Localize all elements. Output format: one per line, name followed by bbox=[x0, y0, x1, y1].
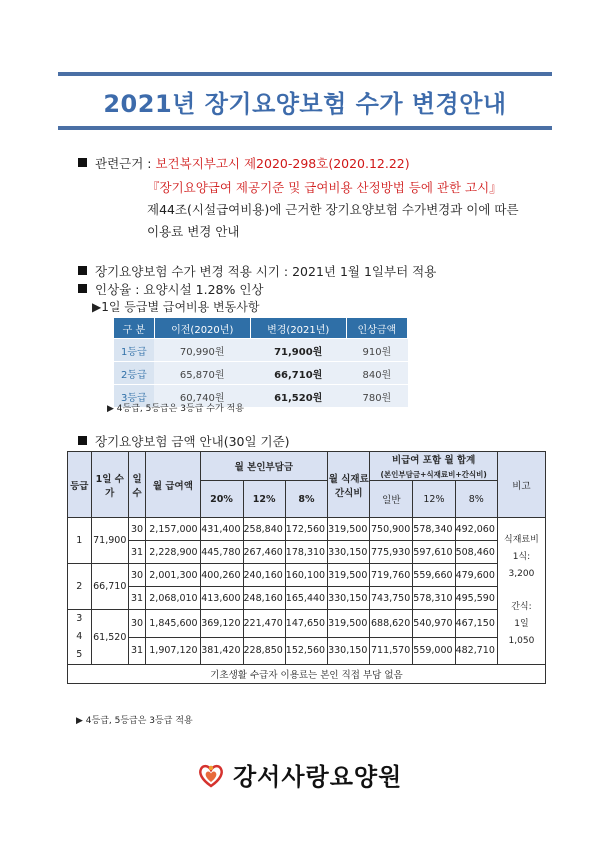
table-row bbox=[68, 541, 546, 564]
grade-cell: 2 bbox=[68, 564, 92, 610]
daily-cell: 71,900 bbox=[91, 518, 128, 564]
basis-label: 관련근거 bbox=[95, 156, 144, 171]
increase-section bbox=[78, 280, 264, 298]
days-cell: 30 bbox=[128, 564, 145, 587]
table-row bbox=[68, 518, 546, 541]
value-cell: 2,068,010 bbox=[146, 587, 200, 610]
grade-change-heading: ▶1일 등급별 급여비용 변동사항 bbox=[92, 300, 260, 314]
grade-cell: 1등급 bbox=[114, 339, 155, 362]
noncovered-sub: (본인부담금+식재료비+간식비) bbox=[380, 470, 487, 479]
value-cell: 369,120 bbox=[200, 610, 243, 638]
amount-heading: 장기요양보험 금액 안내(30일 기준) bbox=[95, 434, 290, 449]
prev-cell: 60,740원 bbox=[154, 385, 250, 408]
header-cell: 20% bbox=[200, 481, 243, 518]
notice-title: 『장기요양급여 제공기준 및 급여비용 산정방법 등에 관한 고시』 bbox=[147, 180, 502, 195]
page-title: 2021년 장기요양보험 수가 변경안내 bbox=[103, 89, 507, 118]
table-row bbox=[68, 587, 546, 610]
remark-snack-daily: 1일 bbox=[514, 619, 529, 629]
org-logo bbox=[197, 757, 402, 792]
table-row bbox=[68, 610, 546, 638]
remark-snack-label: 간식: bbox=[511, 602, 532, 612]
value-cell: 719,760 bbox=[370, 564, 413, 587]
value-cell: 2,157,000 bbox=[146, 518, 200, 541]
header-days: 일 수 bbox=[128, 452, 145, 518]
new-cell: 66,710원 bbox=[250, 362, 346, 385]
value-cell: 258,840 bbox=[243, 518, 285, 541]
header-cell: 변경(2021년) bbox=[250, 318, 346, 339]
value-cell: 688,620 bbox=[370, 610, 413, 638]
table-footer-row bbox=[68, 665, 546, 684]
value-cell: 240,160 bbox=[243, 564, 285, 587]
bullet-square-icon bbox=[78, 266, 87, 275]
value-cell: 147,650 bbox=[285, 610, 327, 638]
bullet-square-icon bbox=[78, 158, 87, 167]
grade-cell: 3 4 5 bbox=[68, 610, 92, 665]
value-cell: 330,150 bbox=[328, 587, 370, 610]
basis-ref: 보건복지부고시 제2020-298호(2020.12.22) bbox=[155, 156, 410, 171]
effective-section bbox=[78, 262, 436, 280]
value-cell: 160,100 bbox=[285, 564, 327, 587]
value-cell: 2,228,900 bbox=[146, 541, 200, 564]
value-cell: 413,600 bbox=[200, 587, 243, 610]
value-cell: 152,560 bbox=[285, 637, 327, 665]
remark-snack-amount: 1,050 bbox=[508, 636, 535, 646]
header-remark: 비고 bbox=[497, 452, 545, 518]
value-cell: 559,000 bbox=[413, 637, 455, 665]
table-row bbox=[114, 362, 408, 385]
header-cell: 12% bbox=[243, 481, 285, 518]
org-name: 강서사랑요양원 bbox=[233, 763, 403, 791]
value-cell: 479,600 bbox=[455, 564, 497, 587]
value-cell: 319,500 bbox=[328, 518, 370, 541]
value-cell: 330,150 bbox=[328, 541, 370, 564]
value-cell: 330,150 bbox=[328, 637, 370, 665]
amount-section bbox=[78, 432, 290, 450]
grade-cell: 2등급 bbox=[114, 362, 155, 385]
amount-table bbox=[67, 451, 546, 684]
remark-meal-daily: 1식: bbox=[512, 552, 531, 562]
table-header-row bbox=[68, 452, 546, 481]
grade-cell: 3등급 bbox=[114, 385, 155, 408]
remark-cell bbox=[497, 518, 545, 665]
header-copay: 월 본인부담금 bbox=[200, 452, 327, 481]
days-cell: 30 bbox=[128, 610, 145, 638]
header-cell: 일반 bbox=[370, 481, 413, 518]
value-cell: 319,500 bbox=[328, 564, 370, 587]
header-cell: 12% bbox=[413, 481, 455, 518]
value-cell: 540,970 bbox=[413, 610, 455, 638]
value-cell: 578,310 bbox=[413, 587, 455, 610]
header-cell: 인상금액 bbox=[346, 318, 407, 339]
value-cell: 248,160 bbox=[243, 587, 285, 610]
grade-change-note: ▶ 4등급, 5등급은 3등급 수가 적용 bbox=[107, 404, 244, 414]
value-cell: 578,340 bbox=[413, 518, 455, 541]
noncovered-title: 비급여 포함 월 합계 bbox=[391, 455, 476, 466]
heart-care-icon bbox=[197, 761, 225, 789]
table-header-row bbox=[114, 318, 408, 339]
value-cell: 492,060 bbox=[455, 518, 497, 541]
header-cell: 구 분 bbox=[114, 318, 155, 339]
value-cell: 381,420 bbox=[200, 637, 243, 665]
value-cell: 482,710 bbox=[455, 637, 497, 665]
basis-desc-2: 이용료 변경 안내 bbox=[147, 224, 240, 239]
diff-cell: 910원 bbox=[346, 339, 407, 362]
value-cell: 431,400 bbox=[200, 518, 243, 541]
value-cell: 559,660 bbox=[413, 564, 455, 587]
value-cell: 1,845,600 bbox=[146, 610, 200, 638]
prev-cell: 70,990원 bbox=[154, 339, 250, 362]
header-cell: 이전(2020년) bbox=[154, 318, 250, 339]
value-cell: 172,560 bbox=[285, 518, 327, 541]
table-row bbox=[114, 339, 408, 362]
days-cell: 30 bbox=[128, 518, 145, 541]
header-daily: 1일 수가 bbox=[91, 452, 128, 518]
daily-cell: 66,710 bbox=[91, 564, 128, 610]
new-cell: 71,900원 bbox=[250, 339, 346, 362]
value-cell: 597,610 bbox=[413, 541, 455, 564]
value-cell: 750,900 bbox=[370, 518, 413, 541]
increase-text: 인상율 : 요양시설 1.28% 인상 bbox=[95, 282, 264, 297]
header-cell: 8% bbox=[455, 481, 497, 518]
daily-cell: 61,520 bbox=[91, 610, 128, 665]
header-noncovered bbox=[370, 452, 497, 481]
value-cell: 165,440 bbox=[285, 587, 327, 610]
value-cell: 495,590 bbox=[455, 587, 497, 610]
bullet-square-icon bbox=[78, 284, 87, 293]
days-cell: 31 bbox=[128, 541, 145, 564]
title-banner bbox=[58, 72, 552, 130]
header-grade: 등급 bbox=[68, 452, 92, 518]
value-cell: 221,470 bbox=[243, 610, 285, 638]
value-cell: 400,260 bbox=[200, 564, 243, 587]
grade-change-table bbox=[113, 317, 408, 408]
value-cell: 178,310 bbox=[285, 541, 327, 564]
grade-cell: 1 bbox=[68, 518, 92, 564]
remark-meal-label: 식재료비 bbox=[504, 535, 539, 545]
value-cell: 711,570 bbox=[370, 637, 413, 665]
value-cell: 1,907,120 bbox=[146, 637, 200, 665]
table-row bbox=[68, 637, 546, 665]
value-cell: 319,500 bbox=[328, 610, 370, 638]
days-cell: 31 bbox=[128, 587, 145, 610]
value-cell: 508,460 bbox=[455, 541, 497, 564]
value-cell: 228,850 bbox=[243, 637, 285, 665]
table-row bbox=[68, 564, 546, 587]
value-cell: 267,460 bbox=[243, 541, 285, 564]
footer-note: 기초생활 수급자 이용료는 본인 직접 부담 없음 bbox=[68, 665, 546, 684]
basis-section: 관련근거 : 보건복지부고시 제2020-298호(2020.12.22) bbox=[78, 154, 410, 172]
value-cell: 445,780 bbox=[200, 541, 243, 564]
header-monthly: 월 급여액 bbox=[146, 452, 200, 518]
header-meal: 월 식재료 간식비 bbox=[328, 452, 370, 518]
days-cell: 31 bbox=[128, 637, 145, 665]
effective-text: 장기요양보험 수가 변경 적용 시기 : 2021년 1월 1일부터 적용 bbox=[95, 264, 437, 279]
diff-cell: 780원 bbox=[346, 385, 407, 408]
diff-cell: 840원 bbox=[346, 362, 407, 385]
remark-meal-amount: 3,200 bbox=[508, 569, 535, 579]
header-cell: 8% bbox=[285, 481, 327, 518]
prev-cell: 65,870원 bbox=[154, 362, 250, 385]
value-cell: 775,930 bbox=[370, 541, 413, 564]
bullet-square-icon bbox=[78, 436, 87, 445]
new-cell: 61,520원 bbox=[250, 385, 346, 408]
basis-desc-1: 제44조(시설급여비용)에 근거한 장기요양보험 수가변경과 이에 따른 bbox=[147, 202, 519, 217]
value-cell: 2,001,300 bbox=[146, 564, 200, 587]
value-cell: 467,150 bbox=[455, 610, 497, 638]
value-cell: 743,750 bbox=[370, 587, 413, 610]
amount-note: ▶ 4등급, 5등급은 3등급 적용 bbox=[76, 716, 193, 726]
